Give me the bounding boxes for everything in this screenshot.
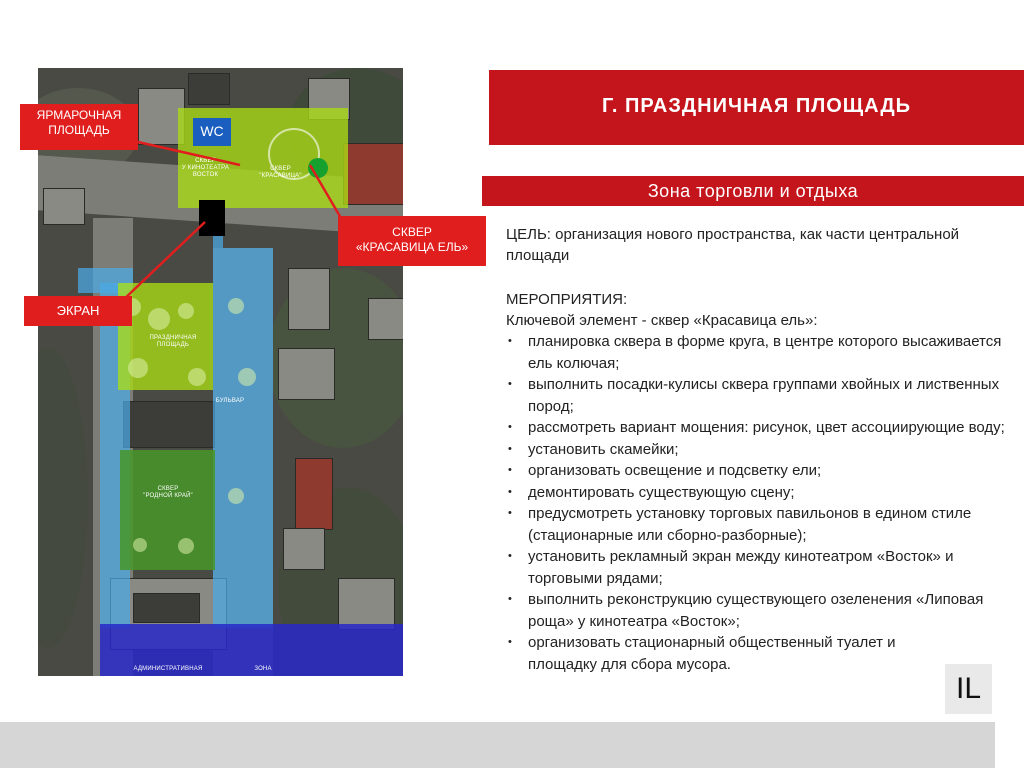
callout-fair-square: ЯРМАРОЧНАЯ ПЛОЩАДЬ [20,104,138,150]
callout-square: СКВЕР «КРАСАВИЦА ЕЛЬ» [338,216,486,266]
page-subtitle: Зона торговли и отдыха [647,181,859,201]
map-label-boulevard: БУЛЬВАР [215,398,245,404]
subtitle-bar [482,176,1024,206]
list-item: • организовать освещение и подсветку ели; [506,460,1006,482]
title-bar [489,70,1024,145]
page-title: Г. ПРАЗДНИЧНАЯ ПЛОЩАДЬ [602,95,911,117]
map-label-holiday-square: ПРАЗДНИЧНАЯ ПЛОЩАДЬ [149,335,197,348]
goal-text: ЦЕЛЬ: организация нового пространства, как части центральной площади [506,226,960,264]
measures-list [506,331,1006,675]
logo-text: IL [955,672,982,705]
list-item: • выполнить реконструкцию существующего озеленения «Липовая роща» у кинотеатра «Восток»; [506,589,1006,632]
map-label-cinema: СКВЕР У КИНОТЕАТРА ВОСТОК [181,158,230,178]
callout-wc: WC [193,118,231,146]
map-label-krasavitsa: СКВЕР "КРАСАВИЦА" [259,166,302,179]
list-item: • рассмотреть вариант мощения: рисунок, цвет ассоциирующие воду; [506,417,1006,439]
footer-corner [995,722,1024,768]
events-heading: МЕРОПРИЯТИЯ: [506,291,628,308]
list-item: • установить рекламный экран между кинотеатром «Восток» и торговыми рядами; [506,546,1006,589]
list-item: • планировка сквера в форме круга, в центре которого высаживается ель колючая; [506,331,1006,374]
list-item: • установить скамейки; [506,439,1006,461]
map-label-rodnoy-krai: СКВЕР "РОДНОЙ КРАЙ" [143,486,193,499]
list-item: • демонтировать существующую сцену; [506,482,1006,504]
list-item: • предусмотреть установку торговых павильонов в едином стиле (стационарные или сборно-разборные); [506,503,1006,546]
map-label-zone: ЗОНА [254,666,272,672]
logo-box [945,664,992,714]
footer-bar [0,722,1024,768]
list-item: • организовать стационарный общественный туалет и площадку для сбора мусора. [506,632,1006,675]
list-item: • выполнить посадки-кулисы сквера группами хвойных и лиственных пород; [506,374,1006,417]
callout-screen: ЭКРАН [24,296,132,326]
map-label-admin: АДМИНИСТРАТИВНАЯ [133,666,203,672]
key-element-text: Ключевой элемент - сквер «Красавица ель»: [506,312,818,329]
